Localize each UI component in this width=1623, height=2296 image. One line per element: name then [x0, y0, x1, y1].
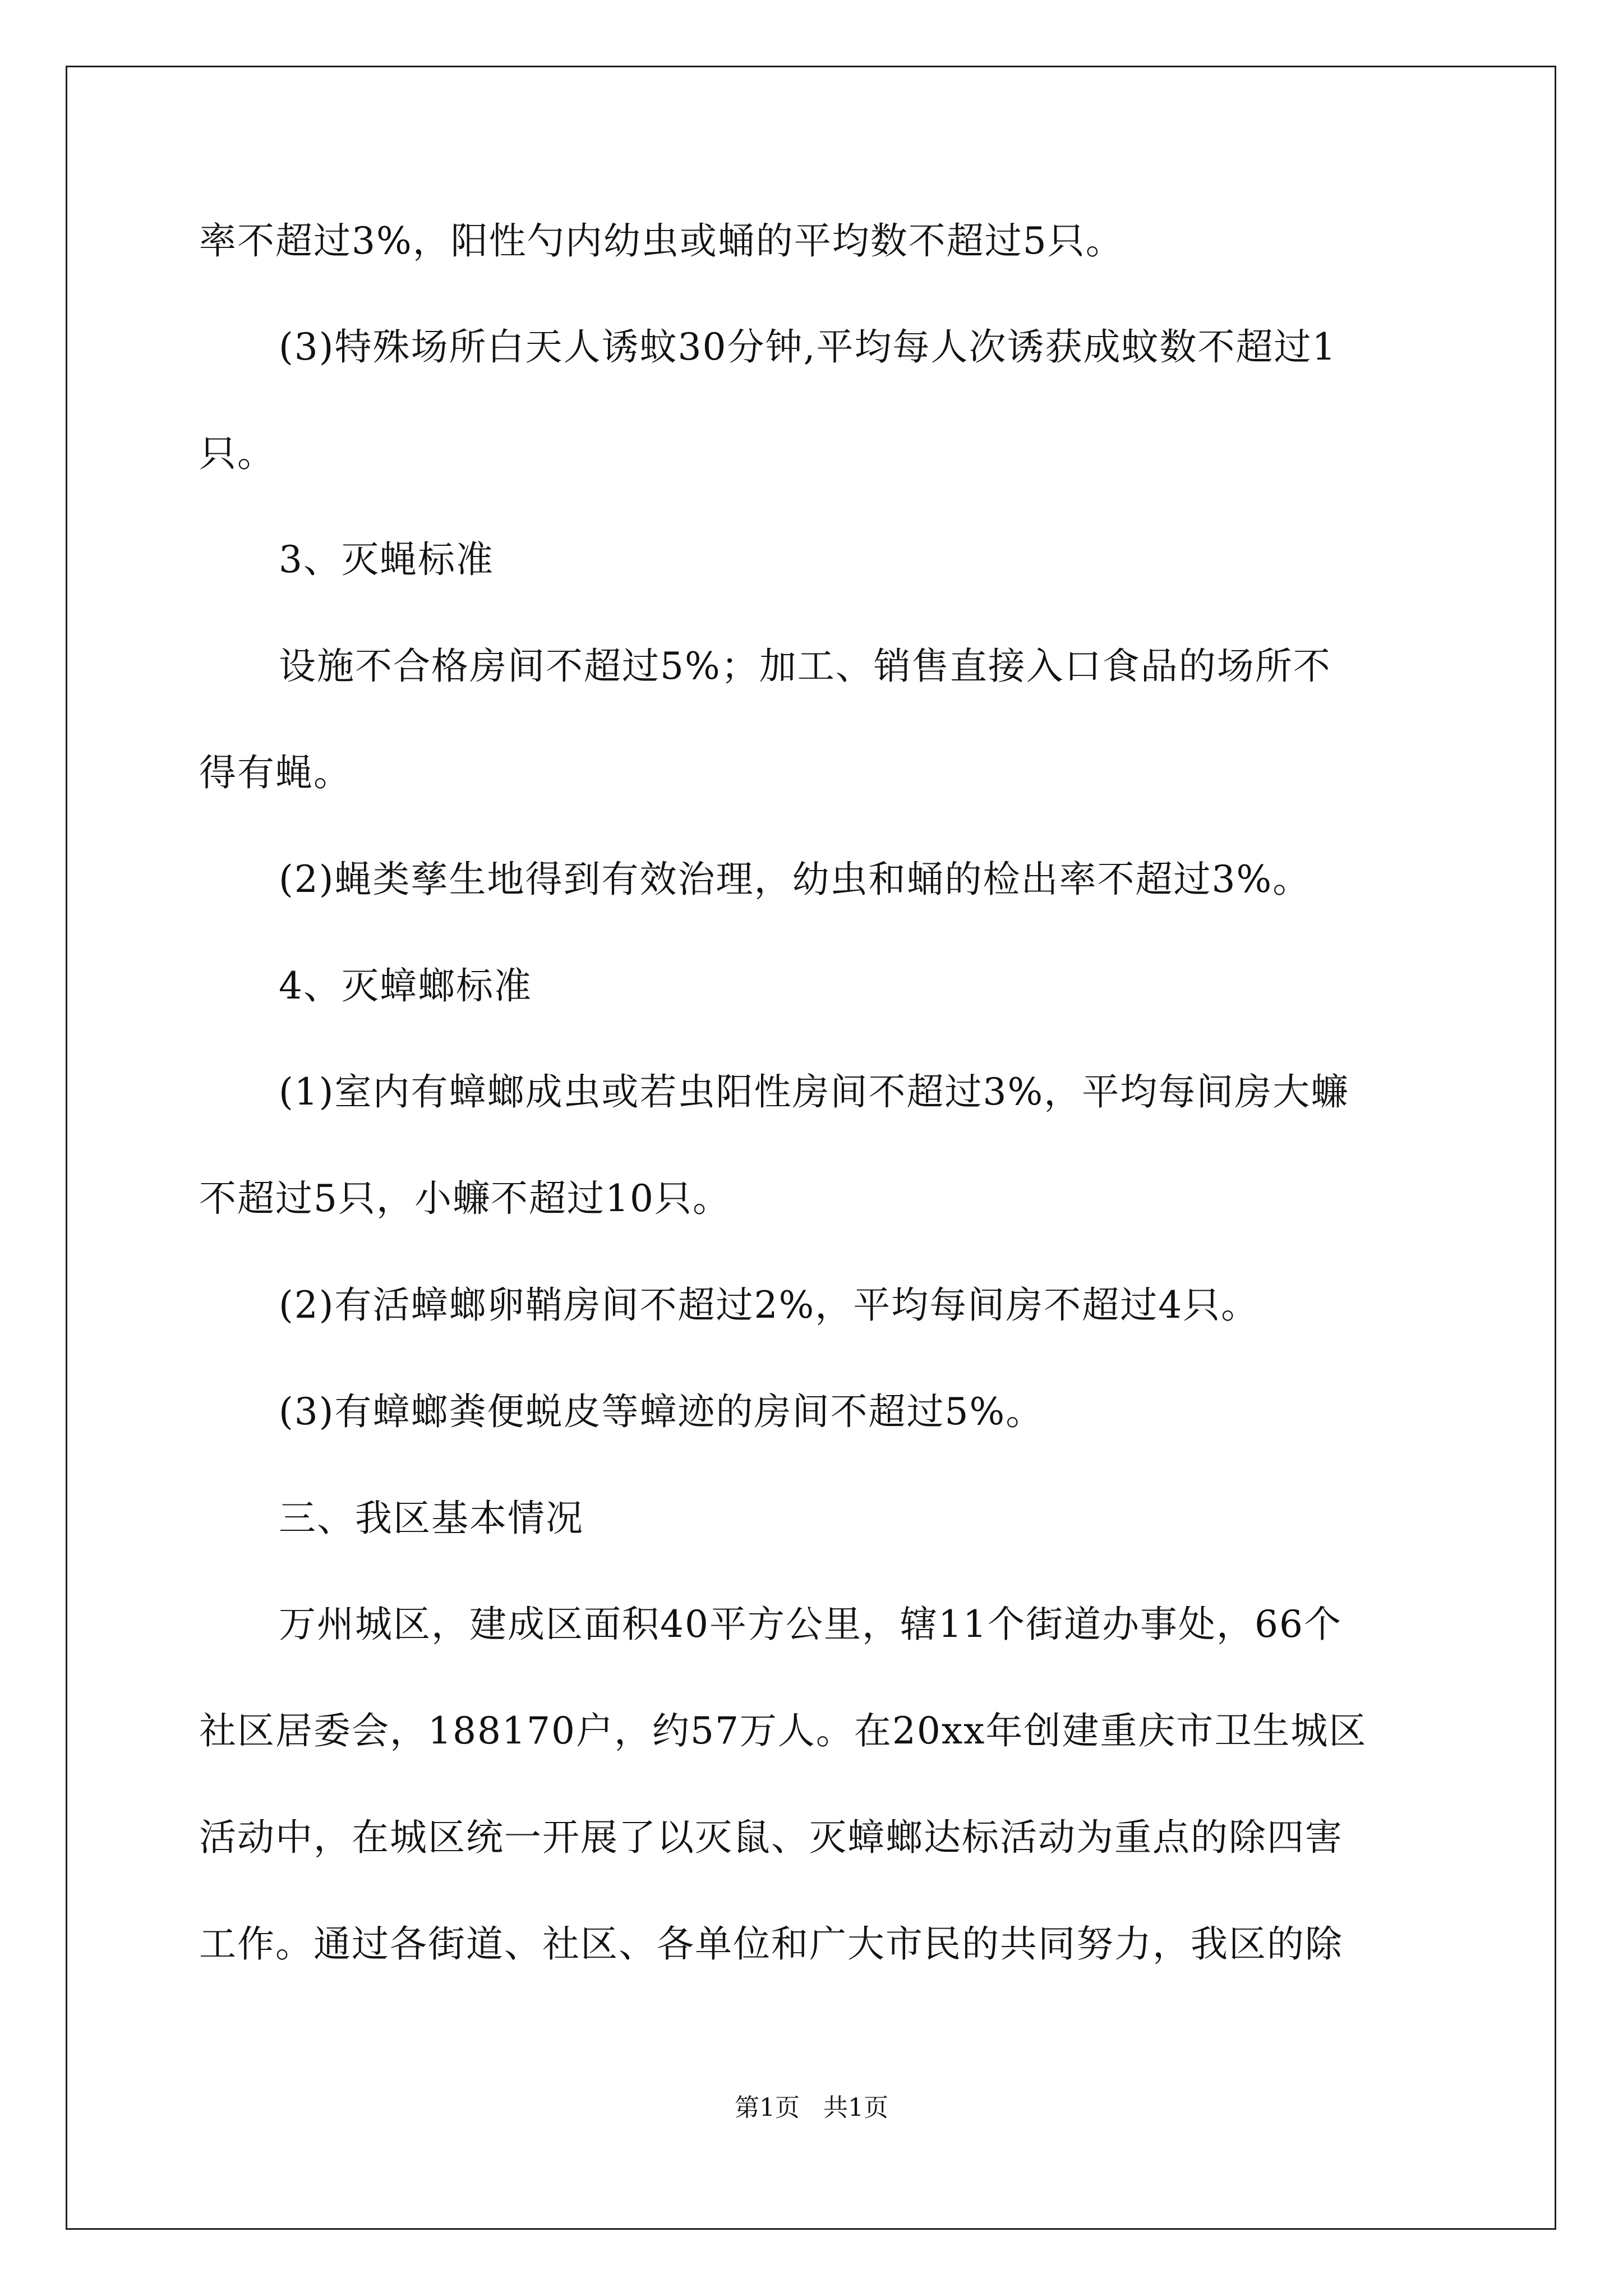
text-line-8: 4、灭蟑螂标准 — [279, 964, 532, 1007]
text-line-5: 设施不合格房间不超过5%；加工、销售直接入口食品的场所不 — [279, 645, 1331, 688]
text-line-7: (2)蝇类孳生地得到有效治理，幼虫和蛹的检出率不超过3%。 — [279, 858, 1311, 901]
text-line-14: 万州城区，建成区面积40平方公里，辖11个街道办事处，66个 — [279, 1603, 1342, 1646]
page-number-footer: 第1页 共1页 — [735, 2093, 888, 2122]
text-line-10: 不超过5只，小蠊不超过10只。 — [199, 1177, 731, 1220]
text-line-12: (3)有蟑螂粪便蜕皮等蟑迹的房间不超过5%。 — [279, 1390, 1044, 1433]
text-line-6: 得有蝇。 — [199, 751, 352, 794]
text-line-16: 活动中，在城区统一开展了以灭鼠、灭蟑螂达标活动为重点的除四害 — [199, 1816, 1343, 1859]
text-line-13: 三、我区基本情况 — [279, 1497, 584, 1540]
text-line-3: 只。 — [199, 432, 275, 475]
page-border — [66, 66, 1556, 2230]
text-line-2: (3)特殊场所白天人诱蚊30分钟,平均每人次诱获成蚊数不超过1 — [279, 325, 1337, 369]
text-line-17: 工作。通过各街道、社区、各单位和广大市民的共同努力，我区的除 — [199, 1922, 1343, 1966]
text-line-9: (1)室内有蟑螂成虫或若虫阳性房间不超过3%，平均每间房大蠊 — [279, 1070, 1349, 1114]
text-line-4: 3、灭蝇标准 — [279, 538, 494, 581]
text-line-11: (2)有活蟑螂卵鞘房间不超过2%，平均每间房不超过4只。 — [279, 1283, 1260, 1327]
text-line-1: 率不超过3%，阳性勺内幼虫或蛹的平均数不超过5只。 — [199, 219, 1124, 263]
text-line-15: 社区居委会，188170户，约57万人。在20xx年创建重庆市卫生城区 — [199, 1709, 1367, 1752]
